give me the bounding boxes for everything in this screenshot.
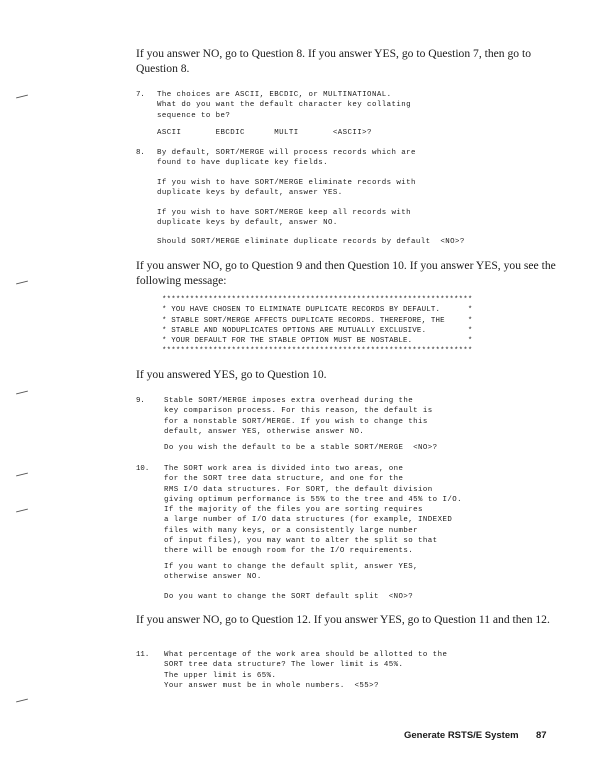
margin-mark [16,281,28,285]
question-9-number: 9. [136,397,145,405]
margin-mark [16,699,28,703]
question-10-change-note: If you want to change the default split, answer YES, otherwise answer NO. [164,563,419,582]
margin-mark [16,509,28,513]
duplicate-records-warning: ******************************************************************* * YOU HAVE CHOSEN TO ELIMINATE DUPLICATE RECORDS BY DEFAULT. * * STABLE SORT/MERGE AFFECTS DUPLICATE RECORDS. THEREFORE, THE * * STABLE AND NODUPLICATES OPTIONS ARE MUTUALLY EXCLUSIVE. * * YOUR DEFAULT FOR THE STABLE OPTION MUST BE NOSTABLE. * ******************************************************************* [162,296,473,356]
question-11-number: 11. [136,651,150,659]
question-7-options: ASCII EBCDIC MULTI <ASCII>? [157,129,372,137]
footer-title: Generate RSTS/E System [404,730,519,741]
question-10-number: 10. [136,465,150,473]
question-10-prompt: Do you want to change the SORT default split <NO>? [164,593,414,601]
margin-mark [16,391,28,395]
question-8-yes-note: If you wish to have SORT/MERGE eliminate records with duplicate keys by default, answer YES. [157,179,416,198]
question-7-text: The choices are ASCII, EBCDIC, or MULTINATIONAL. What do you want the default character key collating sequence to be? [157,91,412,120]
after-warning-paragraph: If you answered YES, go to Question 10. [136,368,327,381]
question-9-text: Stable SORT/MERGE imposes extra overhead during the key comparison process. For this reason, the default is for a nonstable SORT/MERGE. If you wish to change this default, answer YES, otherwise answer NO. [164,397,433,436]
after-question-8-paragraph: If you answer NO, go to Question 9 and then Question 10. If you answer YES, you see the following message: [136,259,556,287]
question-7-number: 7. [136,91,145,99]
question-9-prompt: Do you wish the default to be a stable SORT/MERGE <NO>? [164,444,438,452]
question-8-number: 8. [136,149,145,157]
question-10-text: The SORT work area is divided into two areas, one for the SORT tree data structure, and one for the RMS I/O data structures. For SORT, the default division giving optimum performance is 55% to the tree and 45% to I/O. If the majority of the files you are sorting requires a large number of I/O data structures (for example, INDEXED files with many keys, or a consistently large number of input files), you may want to alter the split so that there will be enough room for the I/O requirements. [164,465,462,556]
margin-mark [16,473,28,477]
question-11-text: What percentage of the work area should be allotted to the SORT tree data structure? The lower limit is 45%. The upper limit is 65%. Your answer must be in whole numbers. <55>? [164,651,448,690]
page-number: 87 [536,730,547,741]
intro-paragraph: If you answer NO, go to Question 8. If you answer YES, go to Question 7, then go to Question 8. [136,47,531,75]
margin-mark [16,95,28,99]
question-8-no-note: If you wish to have SORT/MERGE keep all records with duplicate keys by default, answer NO. [157,209,412,228]
after-question-10-paragraph: If you answer NO, go to Question 12. If you answer YES, go to Question 11 and then 12. [136,613,550,626]
question-8-text: By default, SORT/MERGE will process records which are found to have duplicate key fields. [157,149,416,168]
question-8-prompt: Should SORT/MERGE eliminate duplicate records by default <NO>? [157,238,465,246]
